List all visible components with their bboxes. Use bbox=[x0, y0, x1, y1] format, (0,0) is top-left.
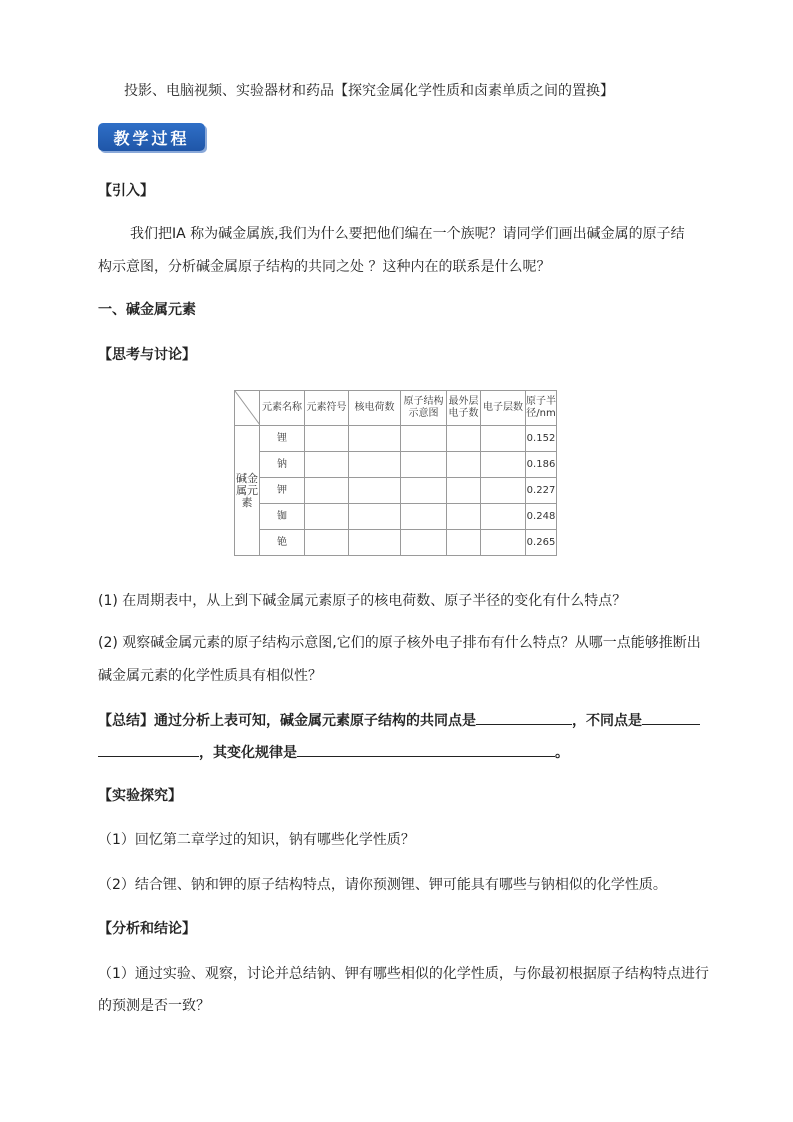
answer-cell[interactable] bbox=[305, 530, 349, 556]
intro-line-1: 我们把ⅠA 称为碱金属族,我们为什么要把他们编在一个族呢？请同学们画出碱金属的原子结 bbox=[130, 226, 685, 242]
blank-common-points[interactable] bbox=[476, 709, 572, 725]
table-row bbox=[235, 504, 557, 530]
question-1: (1) 在周期表中，从上到下碱金属元素原子的核电荷数、原子半径的变化有什么特点？ bbox=[98, 593, 627, 609]
header-outer-electrons: 最外层 电子数 bbox=[447, 391, 481, 426]
radius-cell: 0.265 bbox=[526, 530, 557, 556]
think-heading: 【思考与讨论】 bbox=[98, 347, 196, 363]
answer-cell[interactable] bbox=[305, 452, 349, 478]
summary-text-4: 。 bbox=[555, 745, 569, 761]
analysis-line-1: （1）通过实验、观察，讨论并总结钠、钾有哪些相似的化学性质，与你最初根据原子结构特点进行 bbox=[98, 966, 709, 982]
table-row bbox=[235, 478, 557, 504]
question-2-line-1: (2) 观察碱金属元素的原子结构示意图,它们的原子核外电子排布有什么特点？从哪一点能够推断出 bbox=[98, 635, 701, 651]
summary-text-2: ，不同点是 bbox=[572, 713, 642, 729]
radius-cell: 0.248 bbox=[526, 504, 557, 530]
radius-cell: 0.227 bbox=[526, 478, 557, 504]
answer-cell[interactable] bbox=[401, 530, 447, 556]
element-name-cell: 铯 bbox=[260, 530, 305, 556]
answer-cell[interactable] bbox=[481, 452, 526, 478]
answer-cell[interactable] bbox=[447, 478, 481, 504]
diagonal-divider bbox=[235, 391, 260, 425]
analysis-heading: 【分析和结论】 bbox=[98, 921, 196, 937]
intro-line-2: 构示意图，分析碱金属原子结构的共同之处 ？这种内在的联系是什么呢？ bbox=[98, 259, 551, 275]
answer-cell[interactable] bbox=[305, 426, 349, 452]
answer-cell[interactable] bbox=[401, 504, 447, 530]
header-structure-diagram: 原子结构 示意图 bbox=[401, 391, 447, 426]
header-element-name: 元素名称 bbox=[260, 391, 305, 426]
answer-cell[interactable] bbox=[349, 426, 401, 452]
teaching-process-banner: 教学过程 bbox=[98, 123, 205, 151]
table-row bbox=[235, 452, 557, 478]
header-atomic-radius: 原子半 径/nm bbox=[526, 391, 557, 426]
answer-cell[interactable] bbox=[349, 452, 401, 478]
summary-text-3: ，其变化规律是 bbox=[199, 745, 297, 761]
answer-cell[interactable] bbox=[401, 426, 447, 452]
analysis-line-2: 的预测是否一致？ bbox=[98, 998, 210, 1014]
answer-cell[interactable] bbox=[481, 478, 526, 504]
answer-cell[interactable] bbox=[349, 504, 401, 530]
element-name-cell: 铷 bbox=[260, 504, 305, 530]
blank-differences[interactable] bbox=[98, 741, 199, 757]
answer-cell[interactable] bbox=[447, 530, 481, 556]
answer-cell[interactable] bbox=[481, 504, 526, 530]
experiment-item-2: （2）结合锂、钠和钾的原子结构特点，请你预测锂、钾可能具有哪些与钠相似的化学性质。 bbox=[98, 877, 667, 893]
question-2-line-2: 碱金属元素的化学性质具有相似性？ bbox=[98, 668, 322, 684]
element-name-cell: 钠 bbox=[260, 452, 305, 478]
answer-cell[interactable] bbox=[349, 530, 401, 556]
element-name-cell: 钾 bbox=[260, 478, 305, 504]
table-corner-cell bbox=[235, 391, 260, 426]
table-row bbox=[235, 426, 557, 452]
alkali-metal-table bbox=[234, 390, 557, 556]
answer-cell[interactable] bbox=[401, 452, 447, 478]
summary-line-2 bbox=[98, 741, 569, 762]
answer-cell[interactable] bbox=[401, 478, 447, 504]
header-shell-count: 电子层数 bbox=[481, 391, 526, 426]
experiment-item-1: （1）回忆第二章学过的知识，钠有哪些化学性质？ bbox=[98, 832, 415, 848]
section-title: 一、碱金属元素 bbox=[98, 302, 196, 318]
materials-line: 投影、电脑视频、实验器材和药品【探究金属化学性质和卤素单质之间的置换】 bbox=[124, 83, 614, 99]
radius-cell: 0.152 bbox=[526, 426, 557, 452]
answer-cell[interactable] bbox=[447, 504, 481, 530]
answer-cell[interactable] bbox=[305, 504, 349, 530]
blank-trend[interactable] bbox=[297, 741, 555, 757]
header-nuclear-charge: 核电荷数 bbox=[349, 391, 401, 426]
summary-line-1 bbox=[98, 709, 700, 730]
answer-cell[interactable] bbox=[305, 478, 349, 504]
summary-text-1: 【总结】通过分析上表可知，碱金属元素原子结构的共同点是 bbox=[98, 713, 476, 729]
experiment-heading: 【实验探究】 bbox=[98, 788, 182, 804]
answer-cell[interactable] bbox=[349, 478, 401, 504]
element-name-cell: 锂 bbox=[260, 426, 305, 452]
radius-cell: 0.186 bbox=[526, 452, 557, 478]
answer-cell[interactable] bbox=[481, 530, 526, 556]
blank-differences-start[interactable] bbox=[642, 709, 700, 725]
intro-heading: 【引入】 bbox=[98, 183, 154, 199]
answer-cell[interactable] bbox=[481, 426, 526, 452]
header-element-symbol: 元素符号 bbox=[305, 391, 349, 426]
group-label: 碱金 属元 素 bbox=[235, 426, 260, 556]
answer-cell[interactable] bbox=[447, 452, 481, 478]
table-row bbox=[235, 530, 557, 556]
answer-cell[interactable] bbox=[447, 426, 481, 452]
